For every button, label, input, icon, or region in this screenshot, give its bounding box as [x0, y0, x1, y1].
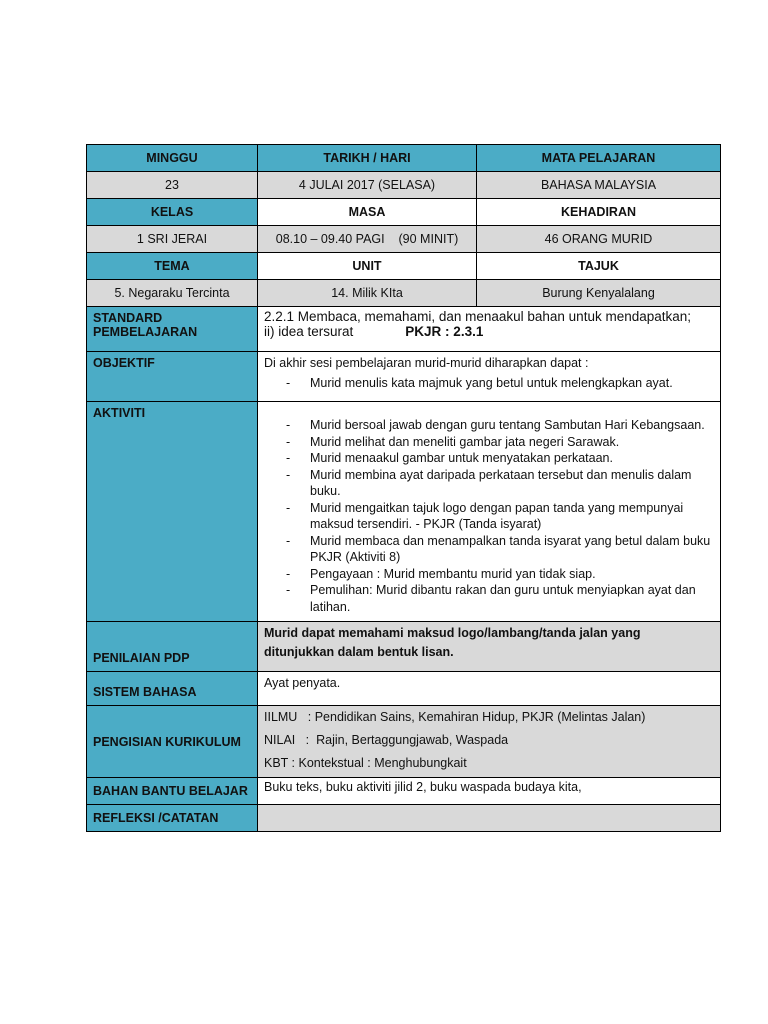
refleksi-label: REFLEKSI /CATATAN: [87, 805, 258, 832]
sistem-row: [87, 672, 721, 706]
aktiviti-row: [87, 402, 721, 622]
penilaian-row: [87, 622, 721, 672]
list-item: - Pemulihan: Murid dibantu rakan dan guru untuk menyiapkan ayat dan latihan.: [264, 582, 714, 615]
tajuk-label: TAJUK: [477, 253, 721, 280]
tajuk-value: Burung Kenyalalang: [477, 280, 721, 307]
aktiviti-content: [258, 402, 721, 622]
header-row-2: [87, 199, 721, 226]
mata-pelajaran-value: BAHASA MALAYSIA: [477, 172, 721, 199]
tema-value: 5. Negaraku Tercinta: [87, 280, 258, 307]
unit-value: 14. Milik KIta: [258, 280, 477, 307]
list-item: - Murid membaca dan menampalkan tanda isyarat yang betul dalam buku PKJR (Aktiviti 8): [264, 533, 714, 566]
bahan-row: [87, 778, 721, 805]
standard-row: [87, 307, 721, 352]
objektif-list: [264, 375, 714, 392]
kurikulum-ilmu: IILMU : Pendidikan Sains, Kemahiran Hidup, PKJR (Melintas Jalan): [264, 710, 646, 724]
value-row-3: [87, 280, 721, 307]
list-item: - Murid melihat dan meneliti gambar jata negeri Sarawak.: [264, 434, 714, 451]
bahan-content: Buku teks, buku aktiviti jilid 2, buku waspada budaya kita,: [258, 778, 721, 805]
masa-value: 08.10 – 09.40 PAGI (90 MINIT): [258, 226, 477, 253]
penilaian-content: Murid dapat memahami maksud logo/lambang/tanda jalan yang ditunjukkan dalam bentuk lisan.: [258, 622, 721, 672]
lesson-plan-table: [86, 144, 721, 832]
objektif-content: [258, 352, 721, 402]
mata-pelajaran-label: MATA PELAJARAN: [477, 145, 721, 172]
kehadiran-label: KEHADIRAN: [477, 199, 721, 226]
list-item: - Murid menaakul gambar untuk menyatakan perkataan.: [264, 450, 714, 467]
sistem-content: Ayat penyata.: [258, 672, 721, 706]
header-row-1: [87, 145, 721, 172]
kurikulum-kbt: KBT : Kontekstual : Menghubungkait: [264, 756, 467, 770]
kurikulum-label: PENGISIAN KURIKULUM: [87, 706, 258, 778]
value-row-1: [87, 172, 721, 199]
objektif-intro: Di akhir sesi pembelajaran murid-murid diharapkan dapat :: [264, 356, 589, 370]
standard-content: [258, 307, 721, 352]
sistem-label: SISTEM BAHASA: [87, 672, 258, 706]
list-item: - Murid membina ayat daripada perkataan tersebut dan menulis dalam buku.: [264, 467, 714, 500]
kelas-value: 1 SRI JERAI: [87, 226, 258, 253]
kurikulum-row: [87, 706, 721, 778]
header-row-3: [87, 253, 721, 280]
aktiviti-list: [264, 417, 714, 615]
kelas-label: KELAS: [87, 199, 258, 226]
tarikh-value: 4 JULAI 2017 (SELASA): [258, 172, 477, 199]
list-item: - Pengayaan : Murid membantu murid yan tidak siap.: [264, 566, 714, 583]
masa-label: MASA: [258, 199, 477, 226]
kehadiran-value: 46 ORANG MURID: [477, 226, 721, 253]
tarikh-label: TARIKH / HARI: [258, 145, 477, 172]
refleksi-row: [87, 805, 721, 832]
standard-label: STANDARD PEMBELAJARAN: [87, 307, 258, 352]
idea-tersurat: ii) idea tersurat: [264, 324, 354, 339]
standard-line-1: 2.2.1 Membaca, memahami, dan menaakul bahan untuk mendapatkan;: [264, 309, 692, 324]
list-item: - Murid mengaitkan tajuk logo dengan papan tanda yang mempunyai maksud tersendiri. - PKJR (Tanda isyarat): [264, 500, 714, 533]
bahan-label: BAHAN BANTU BELAJAR: [87, 778, 258, 805]
penilaian-label: PENILAIAN PDP: [87, 622, 258, 672]
unit-label: UNIT: [258, 253, 477, 280]
kurikulum-nilai: NILAI : Rajin, Bertaggungjawab, Waspada: [264, 733, 509, 747]
tema-label: TEMA: [87, 253, 258, 280]
kurikulum-content: [258, 706, 721, 778]
list-item: - Murid menulis kata majmuk yang betul untuk melengkapkan ayat.: [264, 375, 714, 392]
refleksi-content: [258, 805, 721, 832]
objektif-row: [87, 352, 721, 402]
objektif-label: OBJEKTIF: [87, 352, 258, 402]
standard-line-2: [264, 324, 714, 339]
minggu-value: 23: [87, 172, 258, 199]
list-item: - Murid bersoal jawab dengan guru tentang Sambutan Hari Kebangsaan.: [264, 417, 714, 434]
aktiviti-label: AKTIVITI: [87, 402, 258, 622]
minggu-label: MINGGU: [87, 145, 258, 172]
pkjr-code: PKJR : 2.3.1: [405, 324, 484, 339]
value-row-2: [87, 226, 721, 253]
